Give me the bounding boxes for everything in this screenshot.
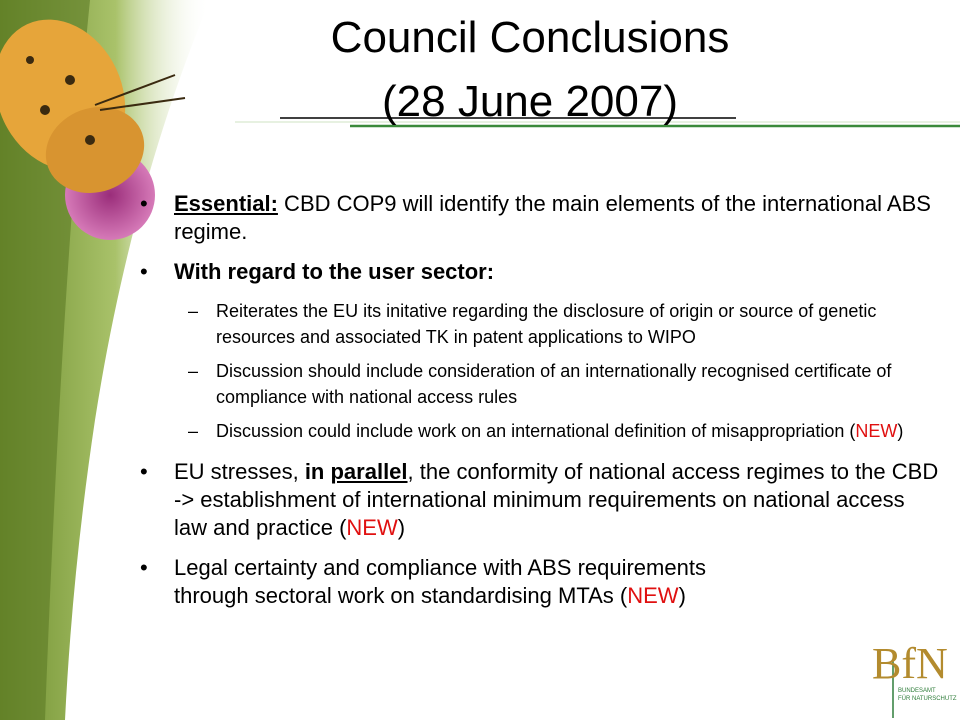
sub-bullet-misappropriation: – Discussion could include work on an international definition of misappropriation (NEW) bbox=[188, 421, 904, 441]
new-tag: NEW bbox=[627, 583, 679, 608]
bullet-essential: • Essential: CBD COP9 will identify the main elements of the international ABS regime. bbox=[140, 191, 931, 244]
title-line-2: (28 June 2007) bbox=[382, 77, 678, 126]
new-tag: NEW bbox=[346, 515, 398, 540]
bullet-legal-certainty: • Legal certainty and compliance with ABS requirements bbox=[140, 555, 706, 580]
sub-bullet-disclosure: – Reiterates the EU its initative regarding the disclosure of origin or source of genetic resources and associated TK in patent applications to WIPO bbox=[188, 301, 877, 347]
slide-title bbox=[230, 6, 830, 134]
bfn-logo bbox=[870, 630, 957, 710]
new-tag: NEW bbox=[855, 421, 898, 441]
svg-text:BfN: BfN bbox=[872, 639, 948, 688]
title-line-1: Council Conclusions bbox=[330, 13, 730, 62]
svg-text:BUNDESAMT: BUNDESAMT bbox=[898, 688, 936, 694]
bullet-user-sector: • With regard to the user sector: bbox=[140, 259, 495, 284]
bullet-eu-stresses: • EU stresses, in parallel, the conformity of national access regimes to the CBD -> establishment of international minimum requirements on national access law and practice (NEW) bbox=[140, 459, 939, 540]
slide-content bbox=[140, 190, 940, 610]
essential-label: Essential: bbox=[174, 191, 278, 216]
svg-text:FÜR NATURSCHUTZ: FÜR NATURSCHUTZ bbox=[898, 696, 957, 702]
legal-certainty-continuation: through sectoral work on standardising MTAs (NEW) bbox=[174, 583, 686, 608]
sub-bullet-certificate: – Discussion should include consideration of an internationally recognised certificate of compliance with national access rules bbox=[188, 361, 892, 407]
